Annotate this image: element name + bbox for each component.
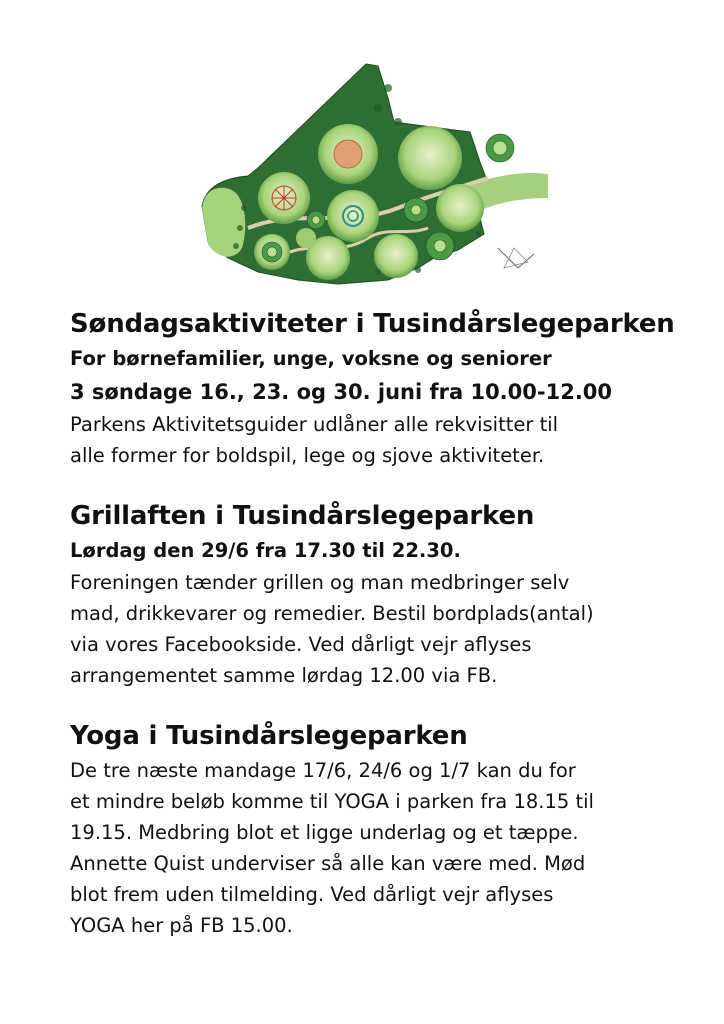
body-line: De tre næste mandage 17/6, 24/6 og 1/7 kan du for — [70, 759, 576, 782]
body-line: mad, drikkevarer og remedier. Bestil bordplads(antal) — [70, 602, 594, 625]
body-line: 19.15. Medbring blot et ligge underlag og et tæppe. — [70, 821, 579, 844]
body-line: alle former for boldspil, lege og sjove aktiviteter. — [70, 444, 545, 467]
body-line: blot frem uden tilmelding. Ved dårligt vejr aflyses — [70, 883, 554, 906]
section-subtitle: Lørdag den 29/6 fra 17.30 til 22.30. — [70, 539, 461, 562]
body-line: Annette Quist underviser så alle kan være med. Mød — [70, 852, 586, 875]
body-line: via vores Facebookside. Ved dårligt vejr aflyses — [70, 633, 532, 656]
section-title: Søndagsaktiviteter i Tusindårslegeparken — [70, 309, 675, 339]
section-yoga — [70, 717, 690, 941]
park-plan-svg — [188, 58, 548, 290]
body-line: Foreningen tænder grillen og man medbringer selv — [70, 571, 570, 594]
section-title: Grillaften i Tusindårslegeparken — [70, 501, 535, 531]
section-grill — [70, 497, 690, 691]
body-line: Parkens Aktivitetsguider udlåner alle rekvisitter til — [70, 413, 559, 436]
section-subtitle: 3 søndage 16., 23. og 30. juni fra 10.00-12.00 — [70, 380, 613, 404]
section-subtitle: For børnefamilier, unge, voksne og seniorer — [70, 347, 552, 370]
body-line: et mindre beløb komme til YOGA i parken fra 18.15 til — [70, 790, 594, 813]
body-line: YOGA her på FB 15.00. — [70, 914, 293, 937]
section-sunday — [70, 305, 690, 471]
section-title: Yoga i Tusindårslegeparken — [70, 721, 468, 751]
body-line: arrangementet samme lørdag 12.00 via FB. — [70, 664, 498, 687]
document-content — [70, 305, 690, 967]
park-plan-drawing — [188, 58, 548, 290]
